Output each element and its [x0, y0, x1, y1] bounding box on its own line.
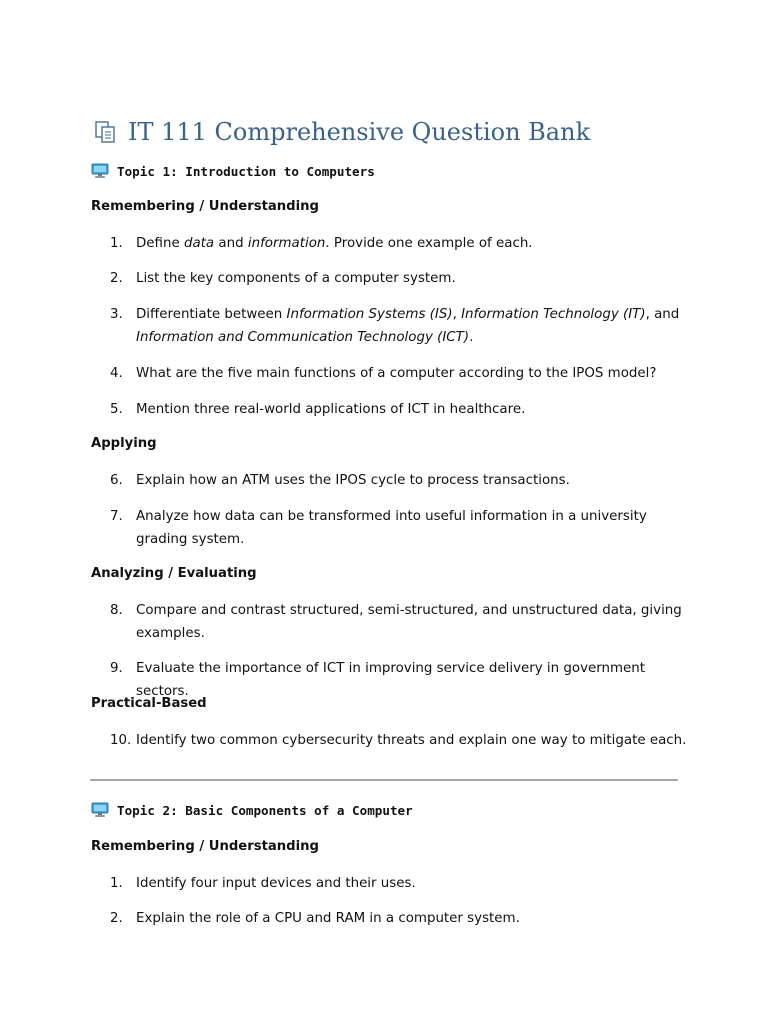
question-item [110, 267, 690, 290]
question-item [110, 362, 690, 385]
section-analyzing: Analyzing / Evaluating [91, 566, 257, 581]
question-number: 1. [110, 876, 123, 891]
topic-2-label: Topic 2: Basic Components of a Computer [117, 802, 413, 818]
section-remembering: Remembering / Understanding [91, 839, 319, 854]
title-row [94, 118, 590, 146]
question-item [110, 599, 690, 645]
topic-1-heading [91, 163, 375, 179]
question-number: 4. [110, 366, 123, 381]
page-title: IT 111 Comprehensive Question Bank [128, 118, 591, 146]
question-text: What are the five main functions of a computer according to the IPOS model? [136, 366, 657, 381]
question-text: Explain how an ATM uses the IPOS cycle to process transactions. [136, 473, 570, 488]
topic-2-heading [91, 802, 413, 818]
question-number: 8. [110, 603, 123, 618]
question-number: 3. [110, 307, 123, 322]
question-text: List the key components of a computer system. [136, 271, 456, 286]
question-number: 6. [110, 473, 123, 488]
question-text: Explain the role of a CPU and RAM in a computer system. [136, 911, 520, 926]
question-number: 2. [110, 271, 123, 286]
question-number: 1. [110, 236, 123, 251]
question-item [110, 469, 690, 492]
question-number: 9. [110, 661, 123, 676]
question-item [110, 505, 690, 551]
question-number: 7. [110, 509, 123, 524]
section-practical: Practical-Based [91, 696, 207, 711]
question-text: Evaluate the importance of ICT in improving service delivery in government sectors. [136, 661, 646, 699]
question-text: Identify four input devices and their uses. [136, 876, 416, 891]
question-item [110, 398, 690, 421]
question-item [110, 872, 690, 895]
pages-icon [94, 119, 120, 145]
question-item [110, 232, 690, 255]
topic-1-label: Topic 1: Introduction to Computers [117, 163, 375, 179]
question-item [110, 907, 690, 930]
section-remembering: Remembering / Understanding [91, 199, 319, 214]
question-text: Define data and information. Provide one example of each. [136, 236, 533, 251]
question-number: 10. [110, 733, 132, 748]
horizontal-divider [90, 779, 678, 781]
question-text: Mention three real-world applications of ICT in healthcare. [136, 402, 526, 417]
question-text: Identify two common cybersecurity threats and explain one way to mitigate each. [136, 733, 687, 748]
question-text: Compare and contrast structured, semi-structured, and unstructured data, giving examples. [136, 603, 682, 641]
question-item [110, 729, 690, 752]
desktop-computer-icon [91, 163, 109, 179]
question-number: 2. [110, 911, 123, 926]
question-text: Analyze how data can be transformed into useful information in a university grading system. [136, 509, 647, 547]
desktop-computer-icon [91, 802, 109, 818]
question-number: 5. [110, 402, 123, 417]
question-item [110, 303, 690, 349]
section-applying: Applying [91, 436, 157, 451]
question-text: Differentiate between Information Systems (IS), Information Technology (IT), and Information and Communication Technology (ICT). [136, 307, 680, 345]
